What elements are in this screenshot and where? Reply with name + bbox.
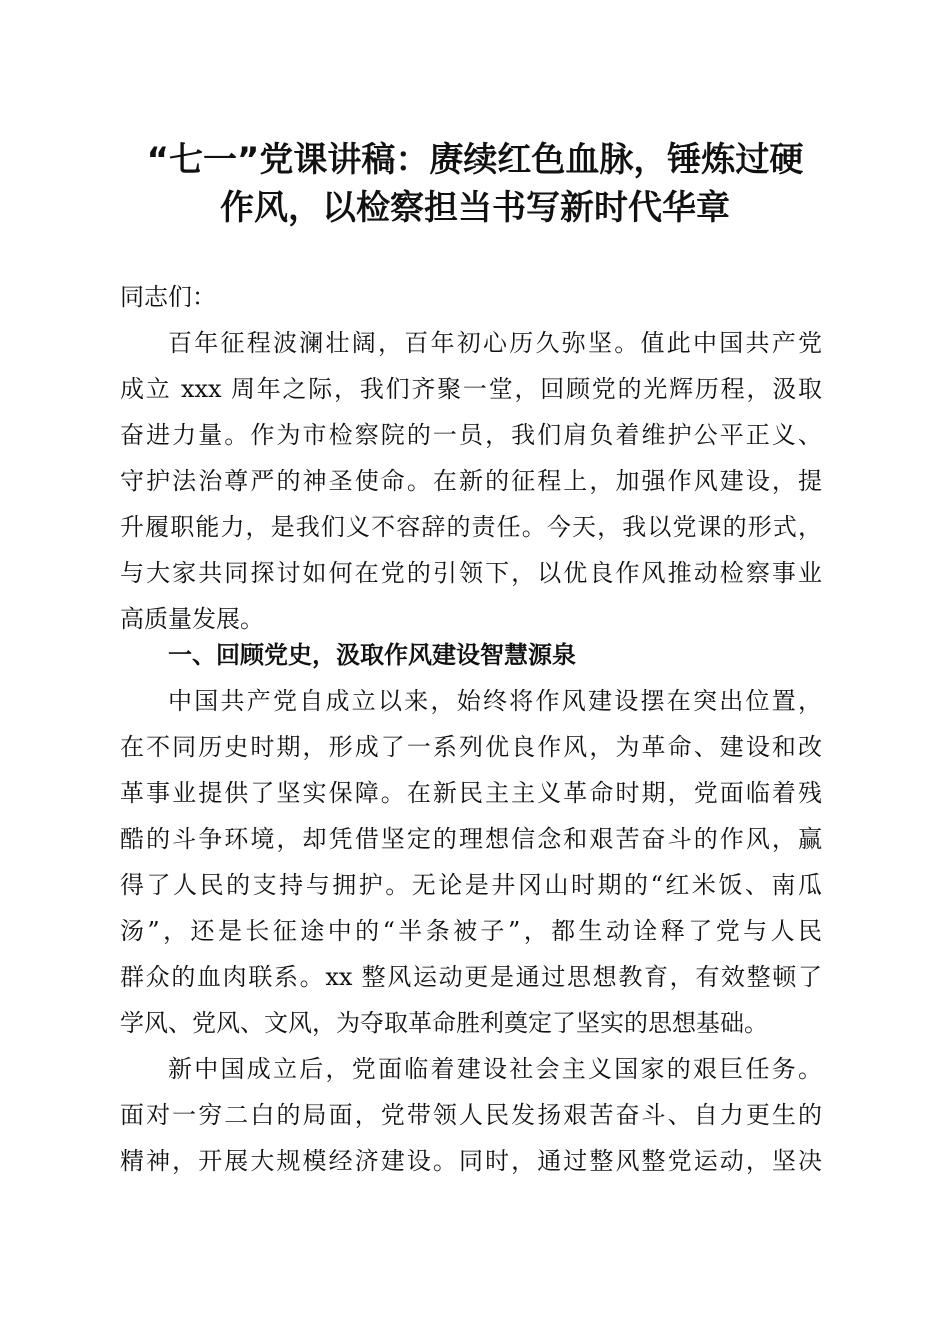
intro-line: 百年征程波澜壮阔，百年初心历久弥坚。值此中国共产党 xyxy=(168,329,822,357)
body-line: 得了人民的支持与拥护。无论是井冈山时期的“红米饭、南瓜 xyxy=(120,871,822,899)
body-line: 在不同历史时期，形成了一系列优良作风，为革命、建设和改 xyxy=(120,733,822,761)
salutation: 同志们： xyxy=(120,283,216,311)
document-title-line-1: “七一”党课讲稿：赓续红色血脉，锤炼过硬 xyxy=(146,140,804,180)
intro-line: 高质量发展。 xyxy=(120,605,264,633)
body-line: 革事业提供了坚实保障。在新民主主义革命时期，党面临着残 xyxy=(120,779,822,807)
body-line: 面对一穷二白的局面，党带领人民发扬艰苦奋斗、自力更生的 xyxy=(120,1101,822,1129)
intro-line: 成立 xxx 周年之际，我们齐聚一堂，回顾党的光辉历程，汲取 xyxy=(120,375,822,403)
intro-line: 与大家共同探讨如何在党的引领下，以优良作风推动检察事业 xyxy=(120,559,822,587)
document-title-line-2: 作风，以检察担当书写新时代华章 xyxy=(220,188,730,228)
section-heading: 一、回顾党史，汲取作风建设智慧源泉 xyxy=(168,641,576,669)
body-line: 酷的斗争环境，却凭借坚定的理想信念和艰苦奋斗的作风，赢 xyxy=(120,825,822,853)
intro-line: 守护法治尊严的神圣使命。在新的征程上，加强作风建设，提 xyxy=(120,467,822,495)
body-line: 群众的血肉联系。xx 整风运动更是通过思想教育，有效整顿了 xyxy=(120,963,822,991)
body-line: 精神，开展大规模经济建设。同时，通过整风整党运动，坚决 xyxy=(120,1147,822,1175)
intro-line: 升履职能力，是我们义不容辞的责任。今天，我以党课的形式， xyxy=(120,513,822,541)
body-line: 汤”，还是长征途中的“半条被子”，都生动诠释了党与人民 xyxy=(120,917,822,945)
intro-line: 奋进力量。作为市检察院的一员，我们肩负着维护公平正义、 xyxy=(120,421,822,449)
body-line: 学风、党风、文风，为夺取革命胜利奠定了坚实的思想基础。 xyxy=(120,1009,768,1037)
body-line: 中国共产党自成立以来，始终将作风建设摆在突出位置， xyxy=(168,687,822,715)
body-line: 新中国成立后，党面临着建设社会主义国家的艰巨任务。 xyxy=(168,1055,822,1083)
